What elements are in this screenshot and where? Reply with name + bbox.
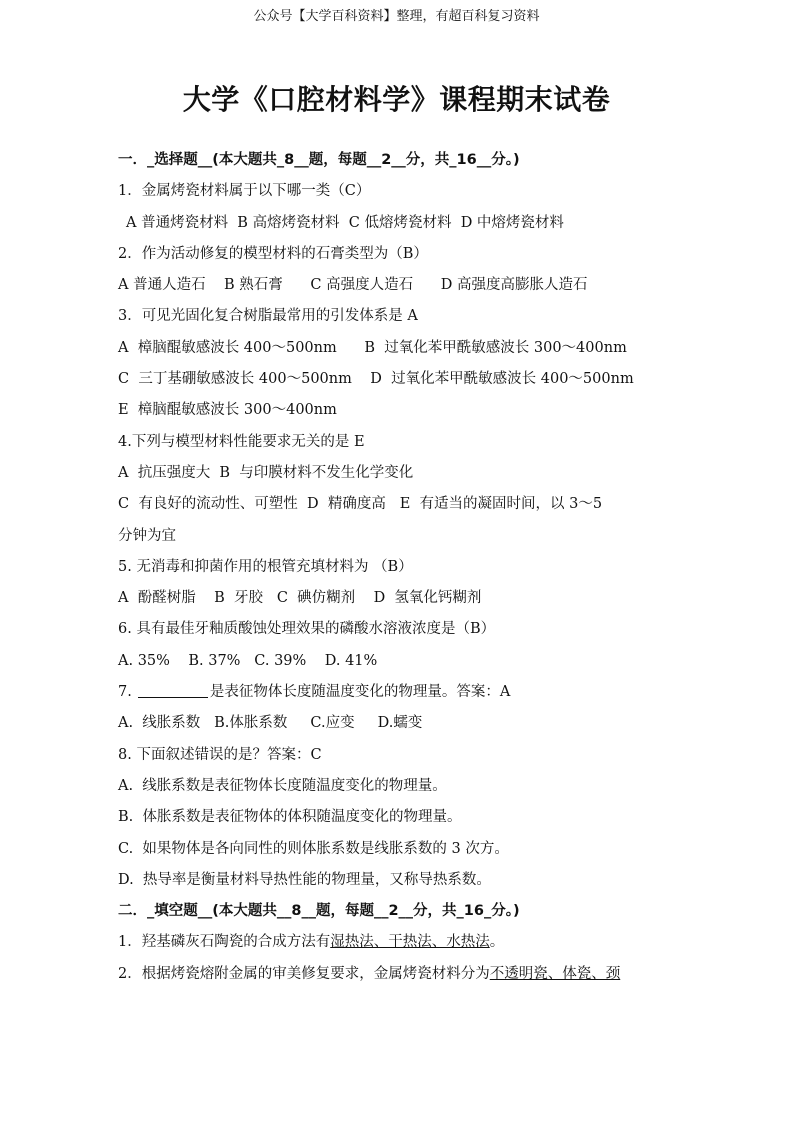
exam-body (118, 145, 678, 990)
answer-blank (138, 681, 208, 698)
question-line: 1．金属烤瓷材料属于以下哪一类（C） (118, 183, 371, 200)
section-heading-fill: 二．_填空题__(本大题共__8__题，每题__2__分，共_16_分。) (118, 903, 520, 920)
option-line: C 有良好的流动性、可塑性 D 精确度高 E 有适当的凝固时间，以 3～5 (118, 496, 603, 513)
option-line: A 樟脑醌敏感波长 400～500nm B 过氧化苯甲酰敏感波长 300～400nm (118, 339, 627, 356)
option-line: A. 线胀系数 B.体胀系数 C.应变 D.蠕变 (118, 715, 423, 732)
underlined-answer: 湿热法、干热法、水热法 (330, 934, 490, 951)
section-heading-choice: 一．_选择题__(本大题共_8__题，每题__2__分，共_16__分。) (118, 152, 520, 168)
question-line: 5. 无消毒和抑菌作用的根管充填材料为 （B） (118, 558, 413, 575)
question-number: 7. (118, 684, 132, 701)
option-line: A 普通烤瓷材料 B 高熔烤瓷材料 C 低熔烤瓷材料 D 中熔烤瓷材料 (126, 214, 564, 231)
question-line (118, 959, 678, 990)
option-line: A. 35% B. 37% C. 39% D. 41% (118, 652, 378, 669)
question-line: 3．可见光固化复合树脂最常用的引发体系是 A (118, 308, 418, 325)
question-line: 4.下列与模型材料性能要求无关的是 E (118, 433, 365, 450)
underlined-answer: 不透明瓷、体瓷、颈 (489, 965, 621, 982)
option-line: A. 线胀系数是表征物体长度随温度变化的物理量。 (118, 777, 447, 794)
question-line: 8. 下面叙述错误的是？答案：C (118, 746, 322, 763)
option-line: A 抗压强度大 B 与印膜材料不发生化学变化 (118, 464, 414, 481)
question-line: 2．作为活动修复的模型材料的石膏类型为（B） (118, 245, 428, 262)
option-line: A 普通人造石 B 熟石膏 C 高强度人造石 D 高强度高膨胀人造石 (118, 277, 588, 294)
question-line: 6. 具有最佳牙釉质酸蚀处理效果的磷酸水溶液浓度是（B） (118, 621, 496, 638)
question-text: 是表征物体长度随温度变化的物理量。答案：A (209, 684, 511, 701)
option-line: B. 体胀系数是表征物体的体积随温度变化的物理量。 (118, 809, 462, 826)
question-text: 1．羟基磷灰石陶瓷的合成方法有 (118, 934, 331, 951)
option-line: 分钟为宜 (118, 527, 176, 544)
question-text: 2．根据烤瓷熔附金属的审美修复要求，金属烤瓷材料分为 (118, 965, 490, 982)
option-line: D. 热导率是衡量材料导热性能的物理量，又称导热系数。 (118, 871, 491, 888)
question-line (118, 927, 678, 958)
page-title: 大学《口腔材料学》课程期末试卷 (182, 83, 611, 116)
question-line (118, 677, 678, 708)
page-header: 公众号【大学百科资料】整理，有超百科复习资料 (253, 9, 540, 24)
option-line: C. 如果物体是各向同性的则体胀系数是线胀系数的 3 次方。 (118, 840, 509, 857)
option-line: A 酚醛树脂 B 牙胶 C 碘仿糊剂 D 氢氧化钙糊剂 (118, 590, 482, 607)
option-line: C 三丁基硼敏感波长 400～500nm D 过氧化苯甲酰敏感波长 400～500nm (118, 371, 634, 388)
question-suffix: 。 (489, 934, 505, 951)
option-line: E 樟脑醌敏感波长 300～400nm (118, 402, 337, 419)
